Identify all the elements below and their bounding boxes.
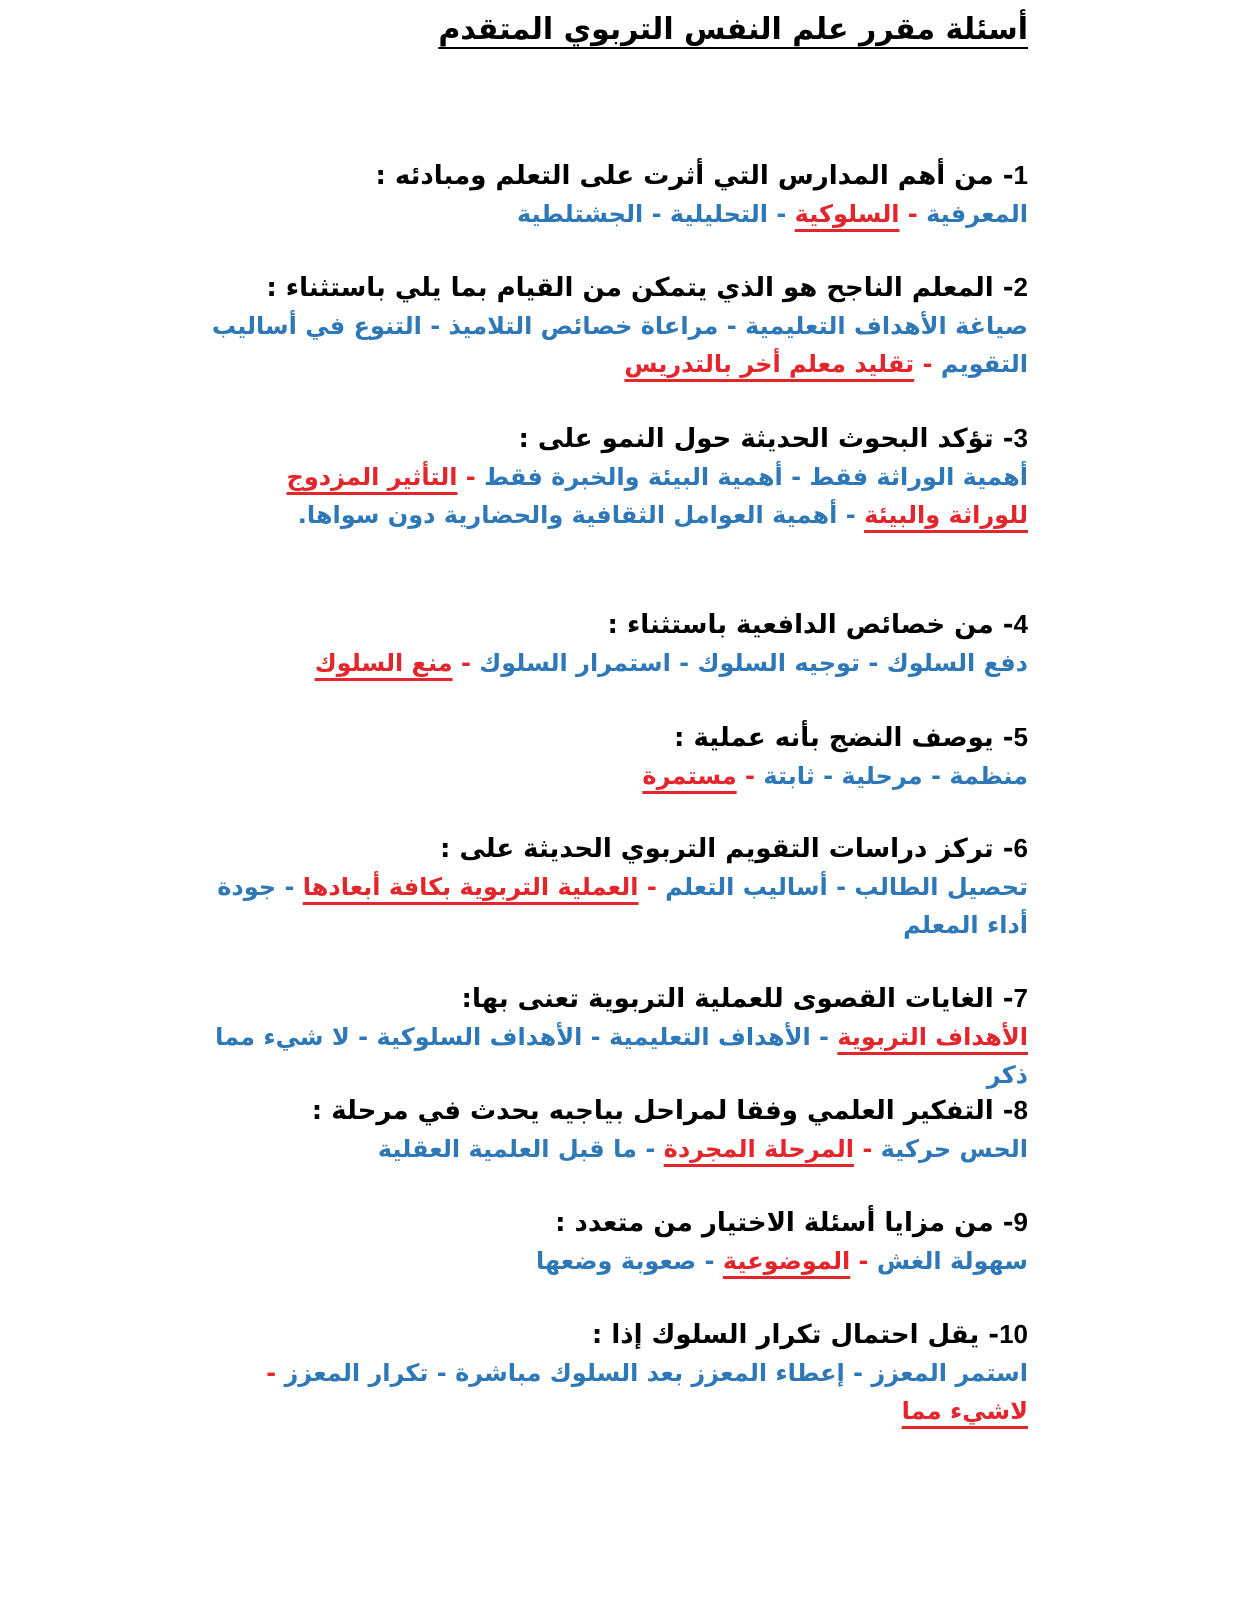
- option-separator: -: [670, 649, 698, 677]
- option-separator: -: [428, 1359, 456, 1387]
- question-number: 6: [1013, 833, 1028, 863]
- option-separator: -: [696, 1247, 723, 1275]
- option-separator: -: [349, 1023, 377, 1051]
- question-number: 4: [1013, 609, 1028, 639]
- option-separator: -: [582, 1023, 609, 1051]
- correct-answer-option: المرحلة المجردة: [663, 1135, 854, 1163]
- question-stem: [208, 829, 1028, 868]
- answer-option: الحس حركية: [880, 1135, 1028, 1163]
- option-separator: -: [718, 312, 746, 340]
- option-separator: -: [850, 1247, 877, 1275]
- question-text: - من أهم المدارس التي أثرت على التعلم ومبادئه :: [375, 161, 1014, 191]
- question-text: - المعلم الناجح هو الذي يتمكن من القيام بما يلي باستثناء :: [266, 273, 1014, 303]
- answer-options: [208, 1354, 1028, 1430]
- answer-option: دفع السلوك: [886, 649, 1028, 677]
- answer-options: [208, 644, 1028, 682]
- question-stem: [208, 1315, 1028, 1354]
- option-separator: -: [638, 873, 666, 901]
- question-text: - التفكير العلمي وفقا لمراحل بياجيه يحدث في مرحلة :: [311, 1096, 1014, 1126]
- question-7: [208, 979, 1028, 1094]
- question-number: 8: [1013, 1095, 1028, 1125]
- answer-option: ثابتة: [763, 762, 815, 790]
- question-stem: [208, 979, 1028, 1018]
- option-separator: -: [914, 350, 941, 378]
- answer-option: توجيه السلوك: [697, 649, 861, 677]
- question-text: - تركز دراسات التقويم التربوي الحديثة على :: [440, 834, 1014, 864]
- answer-option: صعوبة وضعها: [535, 1247, 697, 1275]
- answer-option: ما قبل العلمية العقلية: [377, 1135, 637, 1163]
- option-separator: -: [860, 649, 887, 677]
- answer-option: تحصيل الطالب: [854, 873, 1028, 901]
- question-10: [208, 1315, 1028, 1430]
- answer-options: [208, 458, 1028, 534]
- page-title: أسئلة مقرر علم النفس التربوي المتقدم: [438, 12, 1028, 47]
- answer-option: مراعاة خصائص التلاميذ: [448, 312, 719, 340]
- question-stem: [208, 718, 1028, 757]
- option-separator: -: [810, 1023, 838, 1051]
- answer-options: [208, 195, 1028, 233]
- question-number: 3: [1013, 423, 1028, 453]
- question-stem: [208, 268, 1028, 307]
- option-separator: -: [736, 762, 764, 790]
- answer-option: الأهداف السلوكية: [376, 1023, 583, 1051]
- correct-answer-option: السلوكية: [794, 200, 900, 228]
- question-stem: [208, 419, 1028, 458]
- correct-answer-option: العملية التربوية بكافة أبعادها: [302, 873, 639, 901]
- option-separator: -: [844, 1359, 872, 1387]
- question-stem: [208, 605, 1028, 644]
- question-text: - من خصائص الدافعية باستثناء :: [607, 610, 1014, 640]
- question-number: 5: [1013, 722, 1028, 752]
- answer-option: منظمة: [949, 762, 1028, 790]
- answer-options: [208, 1242, 1028, 1280]
- correct-answer-option: تقليد معلم أخر بالتدريس: [624, 350, 915, 378]
- answer-options: [208, 868, 1028, 944]
- answer-option: أهمية العوامل الثقافية والحضارية دون سواها.: [297, 501, 838, 529]
- option-separator: -: [782, 463, 810, 491]
- option-separator: -: [827, 873, 855, 901]
- question-number: 7: [1013, 983, 1028, 1013]
- option-separator: -: [452, 649, 480, 677]
- answer-options: [208, 1130, 1028, 1168]
- question-text: - يقل احتمال تكرار السلوك إذا :: [591, 1320, 1000, 1350]
- answer-option: صياغة الأهداف التعليمية: [745, 312, 1028, 340]
- answer-options: [208, 307, 1028, 383]
- question-text: - الغايات القصوى للعملية التربوية تعنى بها:: [461, 984, 1014, 1014]
- question-9: [208, 1203, 1028, 1280]
- option-separator: -: [276, 873, 303, 901]
- question-stem: [208, 156, 1028, 195]
- answer-option: تكرار المعزز: [284, 1359, 429, 1387]
- question-text: - يوصف النضج بأنه عملية :: [674, 723, 1014, 753]
- answer-option: أساليب التعلم: [665, 873, 828, 901]
- question-1: [208, 156, 1028, 233]
- option-separator: -: [421, 312, 449, 340]
- answer-option: مرحلية: [841, 762, 923, 790]
- option-separator: -: [457, 463, 485, 491]
- answer-option: الأهداف التعليمية: [608, 1023, 811, 1051]
- question-text: - تؤكد البحوث الحديثة حول النمو على :: [518, 424, 1014, 454]
- correct-answer-option: التأثير المزدوج للوراثة والبيئة: [286, 463, 1028, 529]
- question-number: 2: [1013, 272, 1028, 302]
- answer-option: أهمية البيئة والخبرة فقط: [484, 463, 783, 491]
- correct-answer-option: الأهداف التربوية: [837, 1023, 1028, 1051]
- answer-option: استمر المعزز: [871, 1359, 1028, 1387]
- option-separator: -: [899, 200, 927, 228]
- option-separator: -: [814, 762, 842, 790]
- answer-option: سهولة الغش: [876, 1247, 1028, 1275]
- answer-options: [208, 1018, 1028, 1094]
- question-number: 1: [1013, 160, 1028, 190]
- question-4: [208, 605, 1028, 682]
- answer-option: التنوع في أساليب التقويم: [211, 312, 1028, 378]
- question-stem: [208, 1203, 1028, 1242]
- question-8: [208, 1091, 1028, 1168]
- answer-option: جودة أداء المعلم: [217, 873, 1028, 939]
- option-separator: -: [266, 1359, 285, 1387]
- option-separator: -: [853, 1135, 881, 1163]
- correct-answer-option: منع السلوك: [314, 649, 453, 677]
- question-text: - من مزايا أسئلة الاختيار من متعدد :: [555, 1208, 1014, 1238]
- option-separator: -: [636, 1135, 664, 1163]
- answer-option: لا شيء مما ذكر: [215, 1023, 1028, 1089]
- question-3: [208, 419, 1028, 534]
- option-separator: -: [643, 200, 670, 228]
- correct-answer-option: مستمرة: [642, 762, 737, 790]
- option-separator: -: [922, 762, 950, 790]
- option-separator: -: [837, 501, 865, 529]
- answer-options: [208, 757, 1028, 795]
- option-separator: -: [767, 200, 795, 228]
- question-5: [208, 718, 1028, 795]
- question-number: 10: [999, 1319, 1028, 1349]
- answer-option: المعرفية: [926, 200, 1028, 228]
- question-2: [208, 268, 1028, 383]
- correct-answer-option: لاشيء مما: [901, 1397, 1028, 1425]
- question-stem: [208, 1091, 1028, 1130]
- correct-answer-option: الموضوعية: [722, 1247, 851, 1275]
- answer-option: التحليلية: [669, 200, 768, 228]
- answer-option: استمرار السلوك: [479, 649, 671, 677]
- question-6: [208, 829, 1028, 944]
- answer-option: إعطاء المعزز بعد السلوك مباشرة: [455, 1359, 845, 1387]
- question-number: 9: [1013, 1207, 1028, 1237]
- answer-option: الجشتلطية: [516, 200, 644, 228]
- answer-option: أهمية الوراثة فقط: [809, 463, 1028, 491]
